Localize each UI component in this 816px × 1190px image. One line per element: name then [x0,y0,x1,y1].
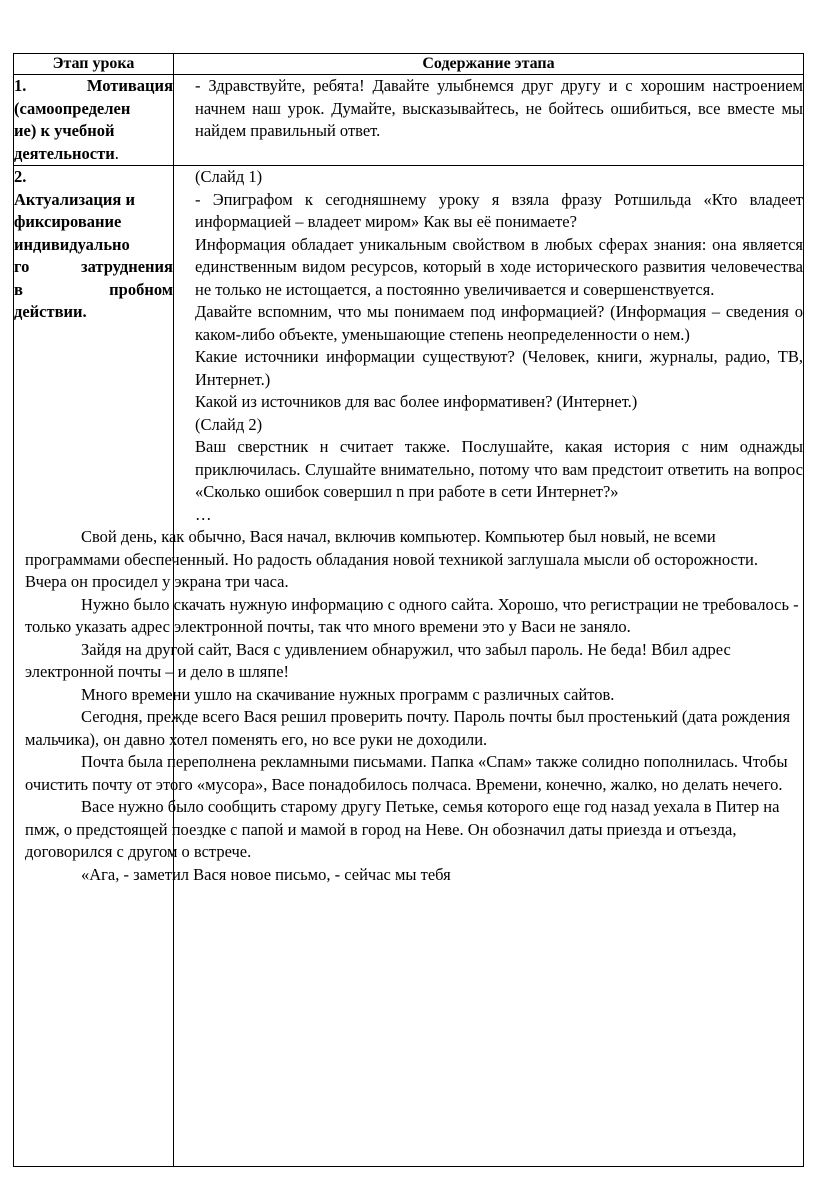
story-block [10,526,803,886]
content-ellipsis: … [195,504,212,524]
content-paragraph: (Слайд 2) [195,414,263,434]
story-paragraph: Нужно было скачать нужную информацию с одного сайта. Хорошо, что регистрации не требовалось - только указать адрес электронной почты, так что много времени это у Васи не заняло. [25,594,799,636]
stage-line: индивидуально [14,234,130,254]
story-paragraph: Сегодня, прежде всего Вася решил проверить почту. Пароль почты был простенький (дата рождения мальчика), он давно хотел поменять его, но все руки не доходили. [25,707,791,749]
table-row [14,166,804,1167]
stage-line: в пробном [14,279,173,299]
content-paragraph: Ваш сверстник н считает также. Послушайте, какая история с ним однажды приключилась. Слушайте внимательно, потому что вам предстоит ответить на вопрос «Сколько ошибок совершил n при работе в сети Интернет?» [195,437,803,501]
stage-line: деятельности [14,143,115,163]
stage-line: 1. Мотивация [14,76,173,95]
content-paragraph: Давайте вспомним, что мы понимаем под информацией? (Информация – сведения о каком-либо объекте, уменьшающие степень неопределенности о нем.) [195,302,803,344]
content-paragraph: Какой из источников для вас более информативен? (Интернет.) [195,392,638,411]
story-paragraph: Зайдя на другой сайт, Вася с удивлением обнаружил, что забыл пароль. Не беда! Вбил адрес электронной почты – и дело в шляпе! [25,639,731,681]
content-paragraph: Какие источники информации существуют? (Человек, книги, журналы, радио, ТВ, Интернет.) [195,347,803,389]
stage-line: ие) к учебной [14,121,115,140]
story-paragraph: Васе нужно было сообщить старому другу Петьке, семья которого еще год назад уехала в Питер на пмж, о предстоящей поездке с папой и мамой в город на Неве. Он обозначил даты приезда и отъезда, договорился с другом о встрече. [25,797,780,861]
stage-line: фиксирование [14,212,122,231]
content-paragraph: - Эпиграфом к сегодняшнему уроку я взяла фразу Ротшильда «Кто владеет информацией – владеет миром» Как вы её понимаете? [195,189,803,231]
stage-line: действии. [14,302,87,321]
stage-line-last [14,143,173,166]
stage-cell [14,75,174,166]
story-paragraph: «Ага, - заметил Вася новое письмо, - сейчас мы тебя [81,864,451,884]
content-paragraph: (Слайд 1) [195,167,263,186]
lesson-table [13,53,804,1167]
content-paragraph: - Здравствуйте, ребята! Давайте улыбнемся друг другу и с хорошим настроением начнем наш урок. Думайте, высказывайтесь, не бойтесь ошибиться, все вместе мы найдем правильный ответ. [195,76,803,140]
stage-line: (самоопределен [14,98,131,118]
table-header-row [14,54,804,75]
content-cell [174,75,804,166]
story-paragraph: Много времени ушло на скачивание нужных программ с различных сайтов. [81,684,615,704]
stage-line: Актуализация и [14,189,135,209]
content-paragraph: Информация обладает уникальным свойством в любых сферах знания: она является единственным видом ресурсов, который в ходе исторического развития человечества не только не истощается, а постоянно увеличивается и совершенствуется. [195,234,803,299]
table-row [14,75,804,166]
story-paragraph: Свой день, как обычно, Вася начал, включив компьютер. Компьютер был новый, не всеми программами обеспеченный. Но радость обладания новой техникой заглушала мысли об осторожности. Вчера он просидел у экрана три часа. [25,527,759,591]
stage-line: 2. [14,167,27,186]
column-header-stage: Этап урока [14,54,174,75]
column-header-content: Содержание этапа [174,54,804,75]
stage-tail: . [114,143,119,163]
story-paragraph: Почта была переполнена рекламными письмами. Папка «Спам» также солидно пополнилась. Чтобы очистить почту от этого «мусора», Васе понадобилось полчаса. Времени, конечно, жалко, но делать нечего. [25,752,788,794]
stage-line: го затруднения [14,257,173,276]
